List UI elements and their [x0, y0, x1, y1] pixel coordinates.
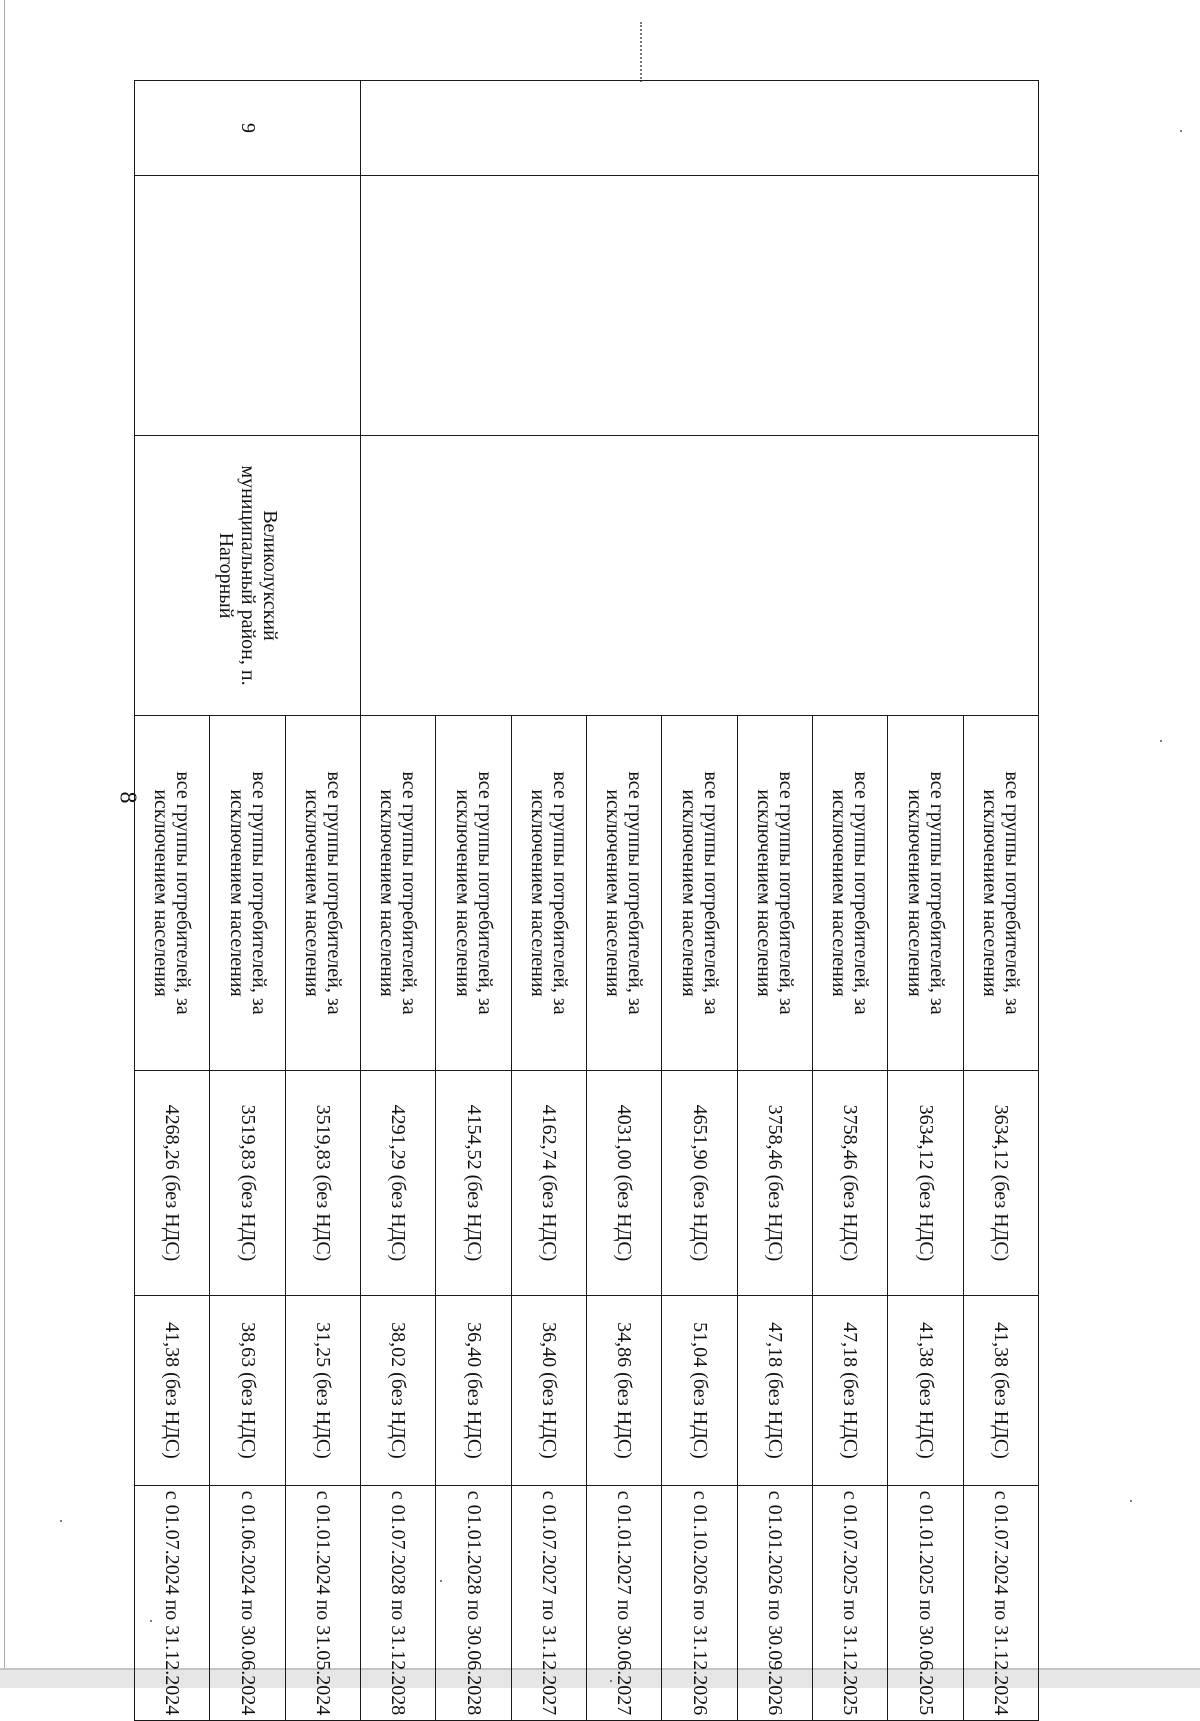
row-number-cell: 9 [135, 81, 361, 176]
scan-edge-left [4, 0, 5, 1668]
rate-cell: 47,18 (без НДС) [813, 1296, 888, 1486]
scan-speck [1180, 130, 1182, 132]
table-row [285, 81, 360, 1721]
period-cell: с 01.01.2026 по 30.09.2026 [737, 1486, 812, 1721]
area-cell: Великолукский муниципальный район, п. Нагорный [135, 436, 361, 716]
period-cell: с 01.01.2027 по 30.06.2027 [587, 1486, 662, 1721]
consumer-group-cell: все группы потребителей, за исключением населения [963, 716, 1038, 1071]
region-cell [135, 176, 361, 436]
period-cell: с 01.07.2024 по 31.12.2024 [963, 1486, 1038, 1721]
price-cell: 3758,46 (без НДС) [737, 1071, 812, 1296]
price-cell: 4154,52 (без НДС) [436, 1071, 511, 1296]
consumer-group-cell: все группы потребителей, за исключением населения [587, 716, 662, 1071]
rate-cell: 47,18 (без НДС) [737, 1296, 812, 1486]
scan-speck [1160, 740, 1162, 742]
page-number: 8 [114, 791, 141, 804]
area-cell [361, 436, 1039, 716]
period-cell: с 01.10.2026 по 31.12.2026 [662, 1486, 737, 1721]
price-cell: 4031,00 (без НДС) [587, 1071, 662, 1296]
consumer-group-cell: все группы потребителей, за исключением населения [813, 716, 888, 1071]
rate-cell: 38,63 (без НДС) [210, 1296, 285, 1486]
tariff-table [134, 80, 1039, 1721]
scan-speck [60, 1520, 62, 1522]
table-row [963, 81, 1038, 1721]
consumer-group-cell: все группы потребителей, за исключением населения [285, 716, 360, 1071]
scan-speck [1130, 1500, 1132, 1502]
rate-cell: 41,38 (без НДС) [135, 1296, 210, 1486]
consumer-group-cell: все группы потребителей, за исключением населения [888, 716, 963, 1071]
rate-cell: 34,86 (без НДС) [587, 1296, 662, 1486]
price-cell: 4268,26 (без НДС) [135, 1071, 210, 1296]
rate-cell: 41,38 (без НДС) [888, 1296, 963, 1486]
consumer-group-cell: все группы потребителей, за исключением населения [662, 716, 737, 1071]
rate-cell: 38,02 (без НДС) [361, 1296, 436, 1486]
price-cell: 4291,29 (без НДС) [361, 1071, 436, 1296]
period-cell: с 01.07.2024 по 31.12.2024 [135, 1486, 210, 1721]
consumer-group-cell: все группы потребителей, за исключением населения [737, 716, 812, 1071]
rate-cell: 36,40 (без НДС) [511, 1296, 586, 1486]
region-cell [361, 176, 1039, 436]
price-cell: 3758,46 (без НДС) [813, 1071, 888, 1296]
period-cell: с 01.07.2027 по 31.12.2027 [511, 1486, 586, 1721]
period-cell: с 01.01.2025 по 30.06.2025 [888, 1486, 963, 1721]
rate-cell: 31,25 (без НДС) [285, 1296, 360, 1486]
consumer-group-cell: все группы потребителей, за исключением населения [135, 716, 210, 1071]
margin-mark [640, 22, 660, 82]
period-cell: с 01.07.2028 по 31.12.2028 [361, 1486, 436, 1721]
rate-cell: 41,38 (без НДС) [963, 1296, 1038, 1486]
consumer-group-cell: все группы потребителей, за исключением населения [511, 716, 586, 1071]
consumer-group-cell: все группы потребителей, за исключением населения [361, 716, 436, 1071]
price-cell: 3519,83 (без НДС) [210, 1071, 285, 1296]
period-cell: с 01.06.2024 по 30.06.2024 [210, 1486, 285, 1721]
period-cell: с 01.01.2028 по 30.06.2028 [436, 1486, 511, 1721]
row-number-cell [361, 81, 1039, 176]
price-cell: 3519,83 (без НДС) [285, 1071, 360, 1296]
rotated-table-wrapper [134, 80, 1039, 1720]
price-cell: 4651,90 (без НДС) [662, 1071, 737, 1296]
consumer-group-cell: все группы потребителей, за исключением населения [436, 716, 511, 1071]
rate-cell: 36,40 (без НДС) [436, 1296, 511, 1486]
period-cell: с 01.01.2024 по 31.05.2024 [285, 1486, 360, 1721]
price-cell: 3634,12 (без НДС) [963, 1071, 1038, 1296]
consumer-group-cell: все группы потребителей, за исключением населения [210, 716, 285, 1071]
price-cell: 4162,74 (без НДС) [511, 1071, 586, 1296]
price-cell: 3634,12 (без НДС) [888, 1071, 963, 1296]
period-cell: с 01.07.2025 по 31.12.2025 [813, 1486, 888, 1721]
rate-cell: 51,04 (без НДС) [662, 1296, 737, 1486]
